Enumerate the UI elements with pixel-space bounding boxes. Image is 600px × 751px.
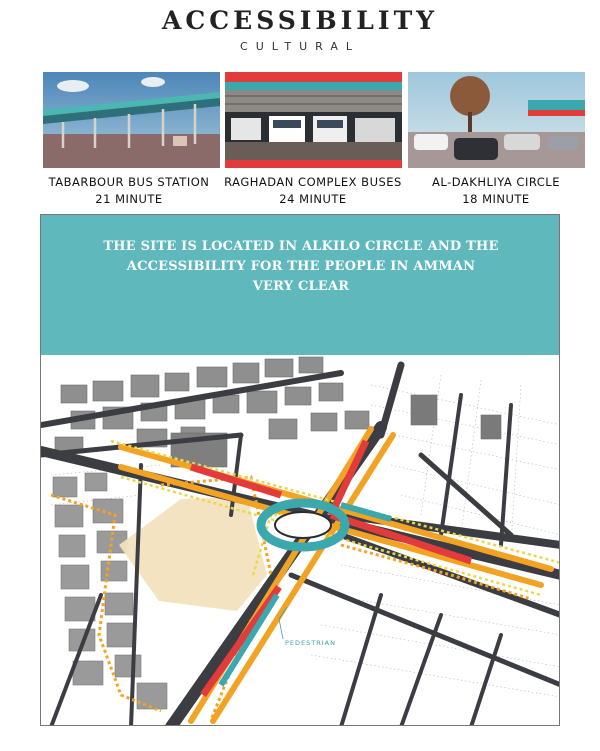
site-map: [40, 214, 560, 726]
map-banner-text: [41, 237, 560, 297]
banner-line: THE SITE IS LOCATED IN ALKILO CIRCLE AND THE: [103, 239, 499, 254]
page-title: ACCESSIBILITY: [161, 6, 439, 35]
photo-al-dakhliya-circle: [408, 72, 585, 168]
page-subtitle: CULTURAL: [240, 40, 360, 53]
location-caption-al-dakhliya: [401, 174, 591, 208]
pedestrian-label: PEDESTRIAN: [285, 639, 336, 647]
banner-line: ACCESSIBILITY FOR THE PEOPLE IN AMMAN: [126, 259, 476, 274]
photo-tabarbour-bus-station: [43, 72, 220, 168]
location-name: AL-DAKHLIYA CIRCLE: [432, 175, 560, 189]
location-name: TABARBOUR BUS STATION: [48, 175, 210, 189]
location-caption-tabarbour: [34, 174, 224, 208]
banner-line: VERY CLEAR: [252, 279, 350, 294]
location-name: RAGHADAN COMPLEX BUSES: [224, 175, 402, 189]
photo-raghadan-complex-buses: [225, 72, 402, 168]
location-caption-raghadan: [218, 174, 408, 208]
location-time: 21 MINUTE: [95, 192, 163, 206]
location-time: 18 MINUTE: [462, 192, 530, 206]
location-time: 24 MINUTE: [279, 192, 347, 206]
